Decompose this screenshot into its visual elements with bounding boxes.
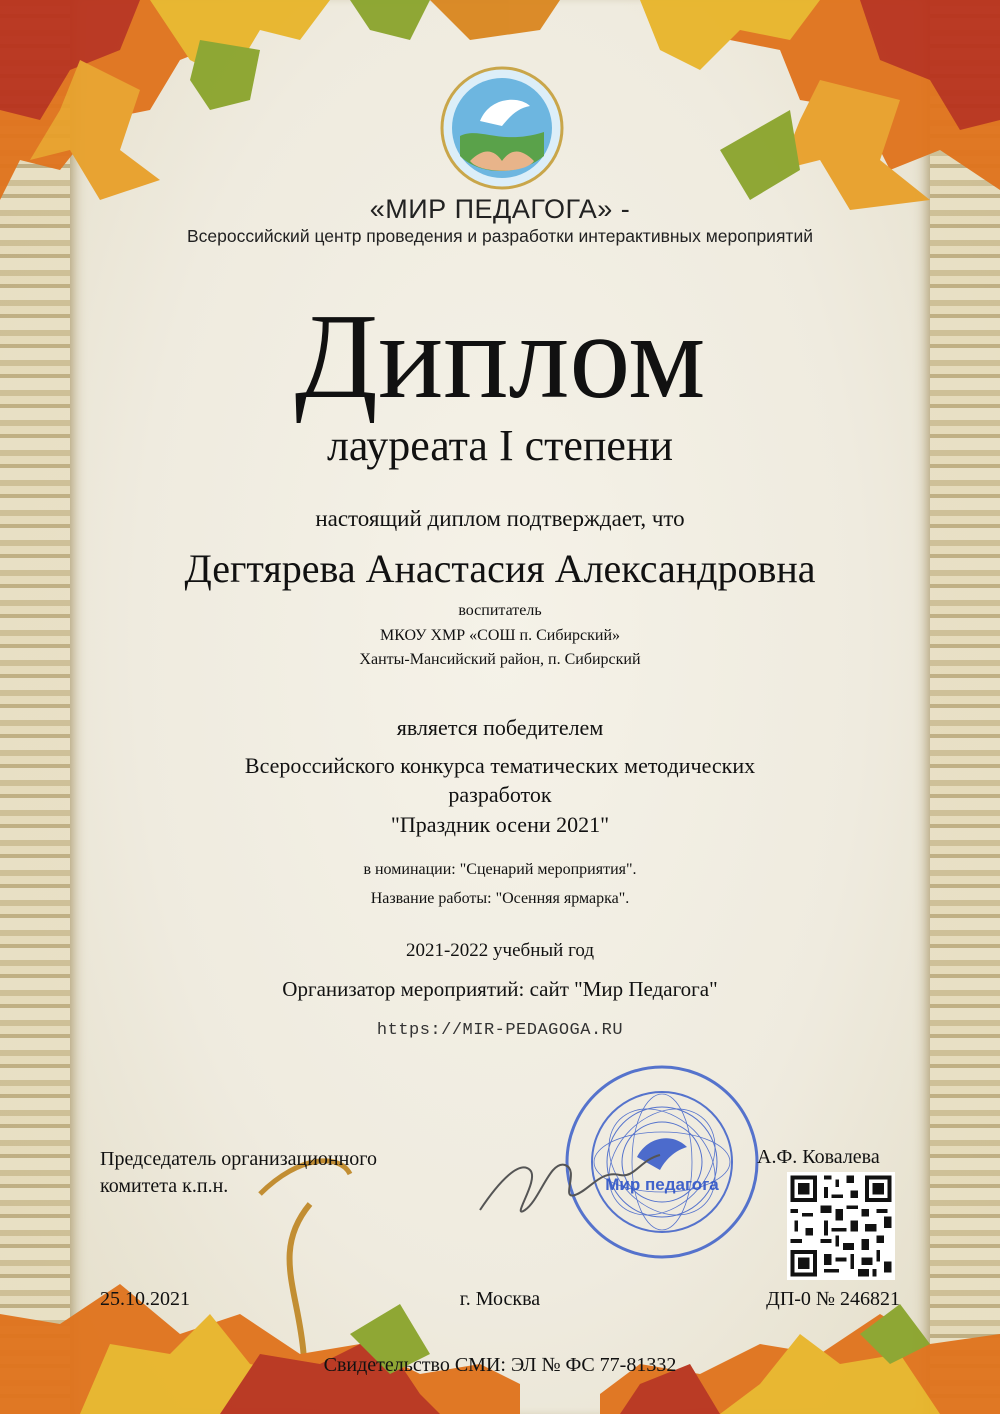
recipient-position: воспитатель xyxy=(458,602,542,619)
issue-city: г. Москва xyxy=(459,1288,541,1310)
recipient-name: Дегтярева Анастасия Александровна xyxy=(184,546,816,591)
chair-title-line2: комитета к.п.н. xyxy=(100,1175,229,1197)
recipient-school: МКОУ ХМР «СОШ п. Сибирский» xyxy=(379,627,621,644)
organization-subtitle: Всероссийский центр проведения и разработки интерактивных мероприятий xyxy=(186,226,814,246)
chair-title xyxy=(100,1146,377,1200)
stamp-center-text: Мир педагога xyxy=(605,1175,719,1194)
chair-title-line1: Председатель организационного xyxy=(100,1148,378,1170)
organization-name: «МИР ПЕДАГОГА» - xyxy=(369,194,631,224)
mir-pedagoga-logo xyxy=(440,66,564,190)
diploma-title: Диплом xyxy=(294,289,706,424)
contest-name-line2: разработок xyxy=(448,782,552,807)
nomination-text: в номинации: "Сценарий мероприятия". xyxy=(363,861,637,878)
work-title: Название работы: "Осенняя ярмарка". xyxy=(370,890,630,907)
contest-name-line1: Всероссийского конкурса тематических методических xyxy=(244,753,756,778)
media-registration: Свидетельство СМИ: ЭЛ № ФС 77-81332 xyxy=(323,1354,677,1376)
organizer-text: Организатор мероприятий: сайт "Мир Педагога" xyxy=(282,977,718,1001)
diploma-degree: лауреата I степени xyxy=(326,421,674,470)
confirm-text: настоящий диплом подтверждает, что xyxy=(315,506,685,531)
academic-year: 2021-2022 учебный год xyxy=(405,940,595,961)
document-number: ДП-0 № 246821 xyxy=(766,1288,900,1310)
issue-date: 25.10.2021 xyxy=(100,1288,190,1310)
website-url: https://MIR-PEDAGOGA.RU xyxy=(376,1021,624,1040)
qr-code xyxy=(787,1172,895,1280)
signer-name: А.Ф. Ковалева xyxy=(757,1146,880,1168)
winner-text: является победителем xyxy=(396,715,604,740)
handwritten-signature xyxy=(470,1140,670,1230)
contest-name-line3: "Праздник осени 2021" xyxy=(390,812,610,837)
recipient-region: Ханты-Мансийский район, п. Сибирский xyxy=(359,651,641,668)
